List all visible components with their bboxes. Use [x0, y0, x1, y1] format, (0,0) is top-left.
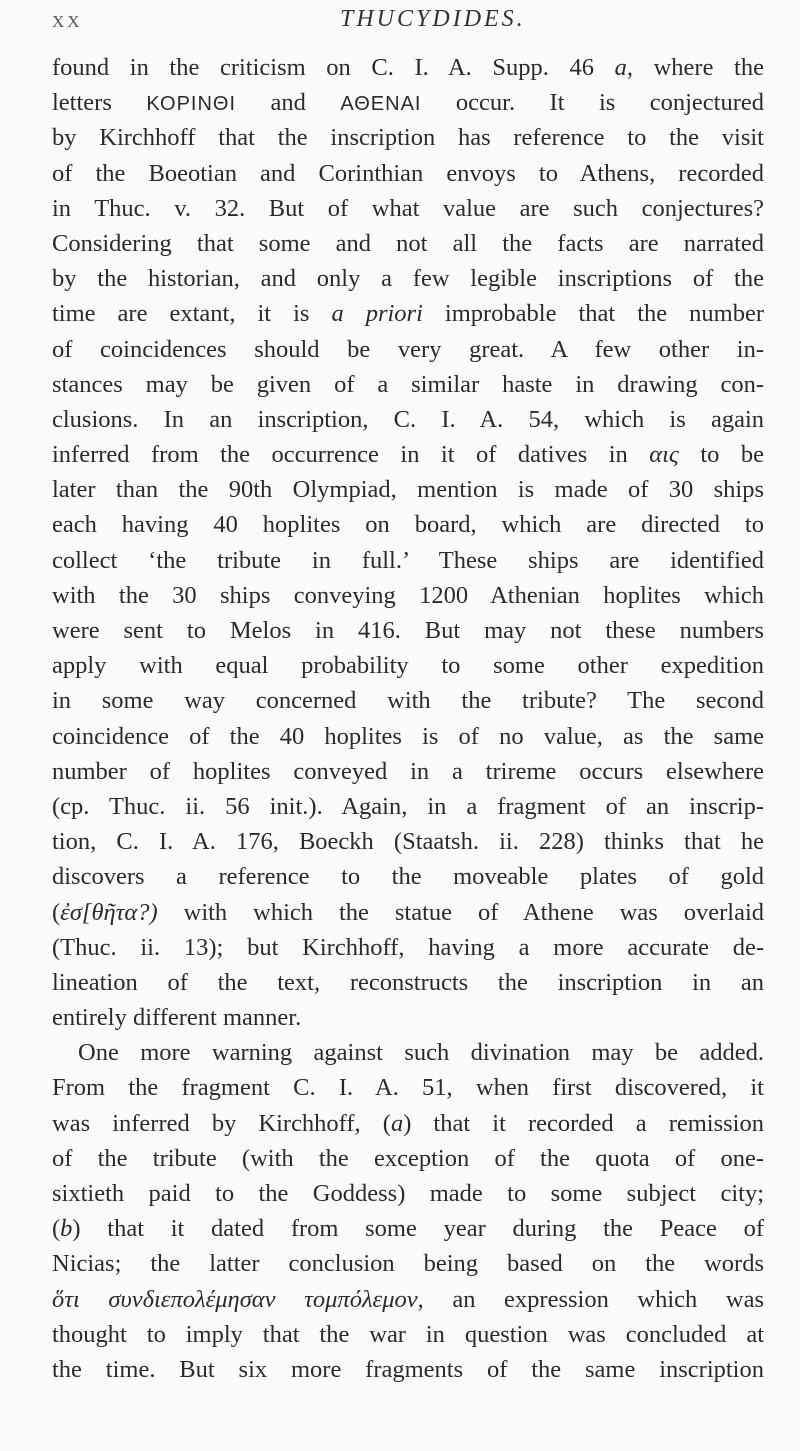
text-line — [52, 1070, 764, 1105]
text-run: and — [236, 89, 341, 117]
italic-text: b — [60, 1215, 73, 1243]
italic-text: a — [614, 54, 627, 81]
text-run: Considering that some and not all the facts are narrated — [52, 229, 764, 257]
text-run: tion, C. I. A. 176, Boeckh (Staatsh. ii. 228) thinks that he — [52, 828, 764, 856]
text-line — [52, 859, 764, 894]
text-line — [52, 261, 764, 296]
text-run: (cp. Thuc. ii. 56 init.). Again, in a fragment of an inscrip- — [52, 792, 764, 820]
inscription-letters: ΑΘΕΝΑΙ — [340, 93, 422, 116]
text-line — [52, 1246, 764, 1281]
text-line — [52, 789, 764, 824]
text-run: by Kirchhoff that the inscription has reference to the visit — [52, 124, 764, 152]
text-line — [52, 754, 764, 789]
text-run: with which the statue of Athene was overlaid — [157, 898, 764, 926]
text-run: ) that it dated from some year during the Peace of — [72, 1215, 764, 1243]
text-line — [52, 719, 764, 754]
text-line — [52, 120, 764, 155]
italic-text: ἐσ[θῆτα?) — [60, 898, 158, 926]
text-run: number of hoplites conveyed in a trireme occurs elsewhere — [52, 757, 764, 785]
text-run: occur. It is conjectured — [421, 89, 764, 117]
text-run: improbable that the number — [422, 300, 765, 328]
text-line — [52, 543, 764, 578]
text-run: in some way concerned with the tribute? The second — [52, 687, 764, 715]
inscription-letters: ΚΟΡΙΝΘΙ — [146, 93, 237, 116]
text-line — [52, 1106, 764, 1141]
body-text — [52, 50, 764, 1387]
text-run: thought to imply that the war in question was concluded at — [52, 1320, 764, 1348]
text-run: , where the — [626, 54, 764, 81]
running-head — [0, 4, 800, 44]
text-run: apply with equal probability to some other expedition — [52, 652, 764, 680]
text-run: ( — [52, 898, 61, 926]
text-line — [52, 824, 764, 859]
text-run: stances may be given of a similar haste in drawing con- — [52, 370, 764, 398]
text-line — [52, 683, 764, 718]
text-line — [52, 648, 764, 683]
text-line — [52, 437, 764, 472]
text-run: From the fragment C. I. A. 51, when first discovered, it — [52, 1074, 764, 1102]
text-run: of the tribute (with the exception of the quota of one- — [52, 1144, 764, 1172]
text-run: Nicias; the latter conclusion being based on the words — [52, 1250, 764, 1278]
text-run: , an expression which was — [417, 1285, 764, 1313]
text-run: of coincidences should be very great. A few other in- — [52, 335, 764, 363]
text-line — [52, 85, 764, 120]
text-run: to be — [678, 441, 764, 469]
text-line — [52, 1352, 764, 1387]
text-run: (Thuc. ii. 13); but Kirchhoff, having a more accurate de- — [52, 933, 764, 961]
text-line — [52, 472, 764, 507]
text-line — [52, 1211, 764, 1246]
text-line — [52, 1035, 764, 1070]
text-line — [52, 296, 764, 331]
text-run: the time. But six more fragments of the same inscription — [52, 1355, 764, 1383]
text-run: of the Boeotian and Corinthian envoys to Athens, recorded — [52, 159, 764, 187]
text-run: were sent to Melos in 416. But may not these numbers — [52, 617, 764, 644]
text-run: One more warning against such divination may be added. — [78, 1039, 764, 1067]
text-run: sixtieth paid to the Goddess) made to some subject city; — [52, 1180, 764, 1207]
text-line — [52, 1000, 764, 1035]
text-run: ( — [52, 1215, 61, 1243]
text-run: collect ‘the tribute in full.’ These ships are identified — [52, 546, 764, 574]
running-title: THUCYDIDES. — [340, 6, 526, 32]
italic-text: a priori — [331, 300, 423, 328]
text-run: coincidence of the 40 hoplites is of no value, as the same — [52, 722, 764, 750]
text-line — [52, 613, 764, 648]
text-line — [52, 1141, 764, 1176]
text-line — [52, 1282, 764, 1317]
text-line — [52, 507, 764, 542]
text-line — [52, 332, 764, 367]
page-number: XX — [52, 12, 83, 31]
text-line — [52, 578, 764, 613]
text-run: found in the criticism on C. I. A. Supp. 46 — [52, 54, 615, 81]
text-run: lineation of the text, reconstructs the inscription in an — [52, 968, 764, 996]
text-line — [52, 1317, 764, 1352]
italic-text: αις — [649, 441, 679, 469]
text-line — [52, 191, 764, 226]
italic-text: a — [390, 1109, 404, 1137]
text-line — [52, 965, 764, 1000]
text-line — [52, 156, 764, 191]
text-run: in Thuc. v. 32. But of what value are such conjectures? — [52, 194, 764, 222]
text-run: inferred from the occurrence in it of datives in — [52, 441, 650, 469]
text-run: ) that it recorded a remission — [403, 1109, 764, 1137]
text-line — [52, 367, 764, 402]
text-line — [52, 930, 764, 965]
text-line — [52, 402, 764, 437]
text-run: by the historian, and only a few legible inscriptions of the — [52, 265, 764, 293]
italic-text: ὅτι συνδιεπολέμησαν τομπόλεμον — [52, 1285, 418, 1313]
text-line — [52, 895, 764, 930]
text-run: each having 40 hoplites on board, which are directed to — [52, 511, 764, 539]
text-run: time are extant, it is — [52, 300, 332, 328]
text-run: later than the 90th Olympiad, mention is made of 30 ships — [52, 476, 764, 504]
text-line — [52, 50, 764, 85]
text-line — [52, 1176, 764, 1211]
text-line — [52, 226, 764, 261]
text-run: was inferred by Kirchhoff, ( — [52, 1109, 391, 1137]
text-run: clusions. In an inscription, C. I. A. 54, which is again — [52, 405, 764, 433]
text-run: with the 30 ships conveying 1200 Athenian hoplites which — [52, 581, 764, 609]
text-run: discovers a reference to the moveable plates of gold — [52, 863, 764, 891]
text-run: letters — [52, 89, 147, 117]
text-run: entirely different manner. — [52, 1004, 302, 1032]
